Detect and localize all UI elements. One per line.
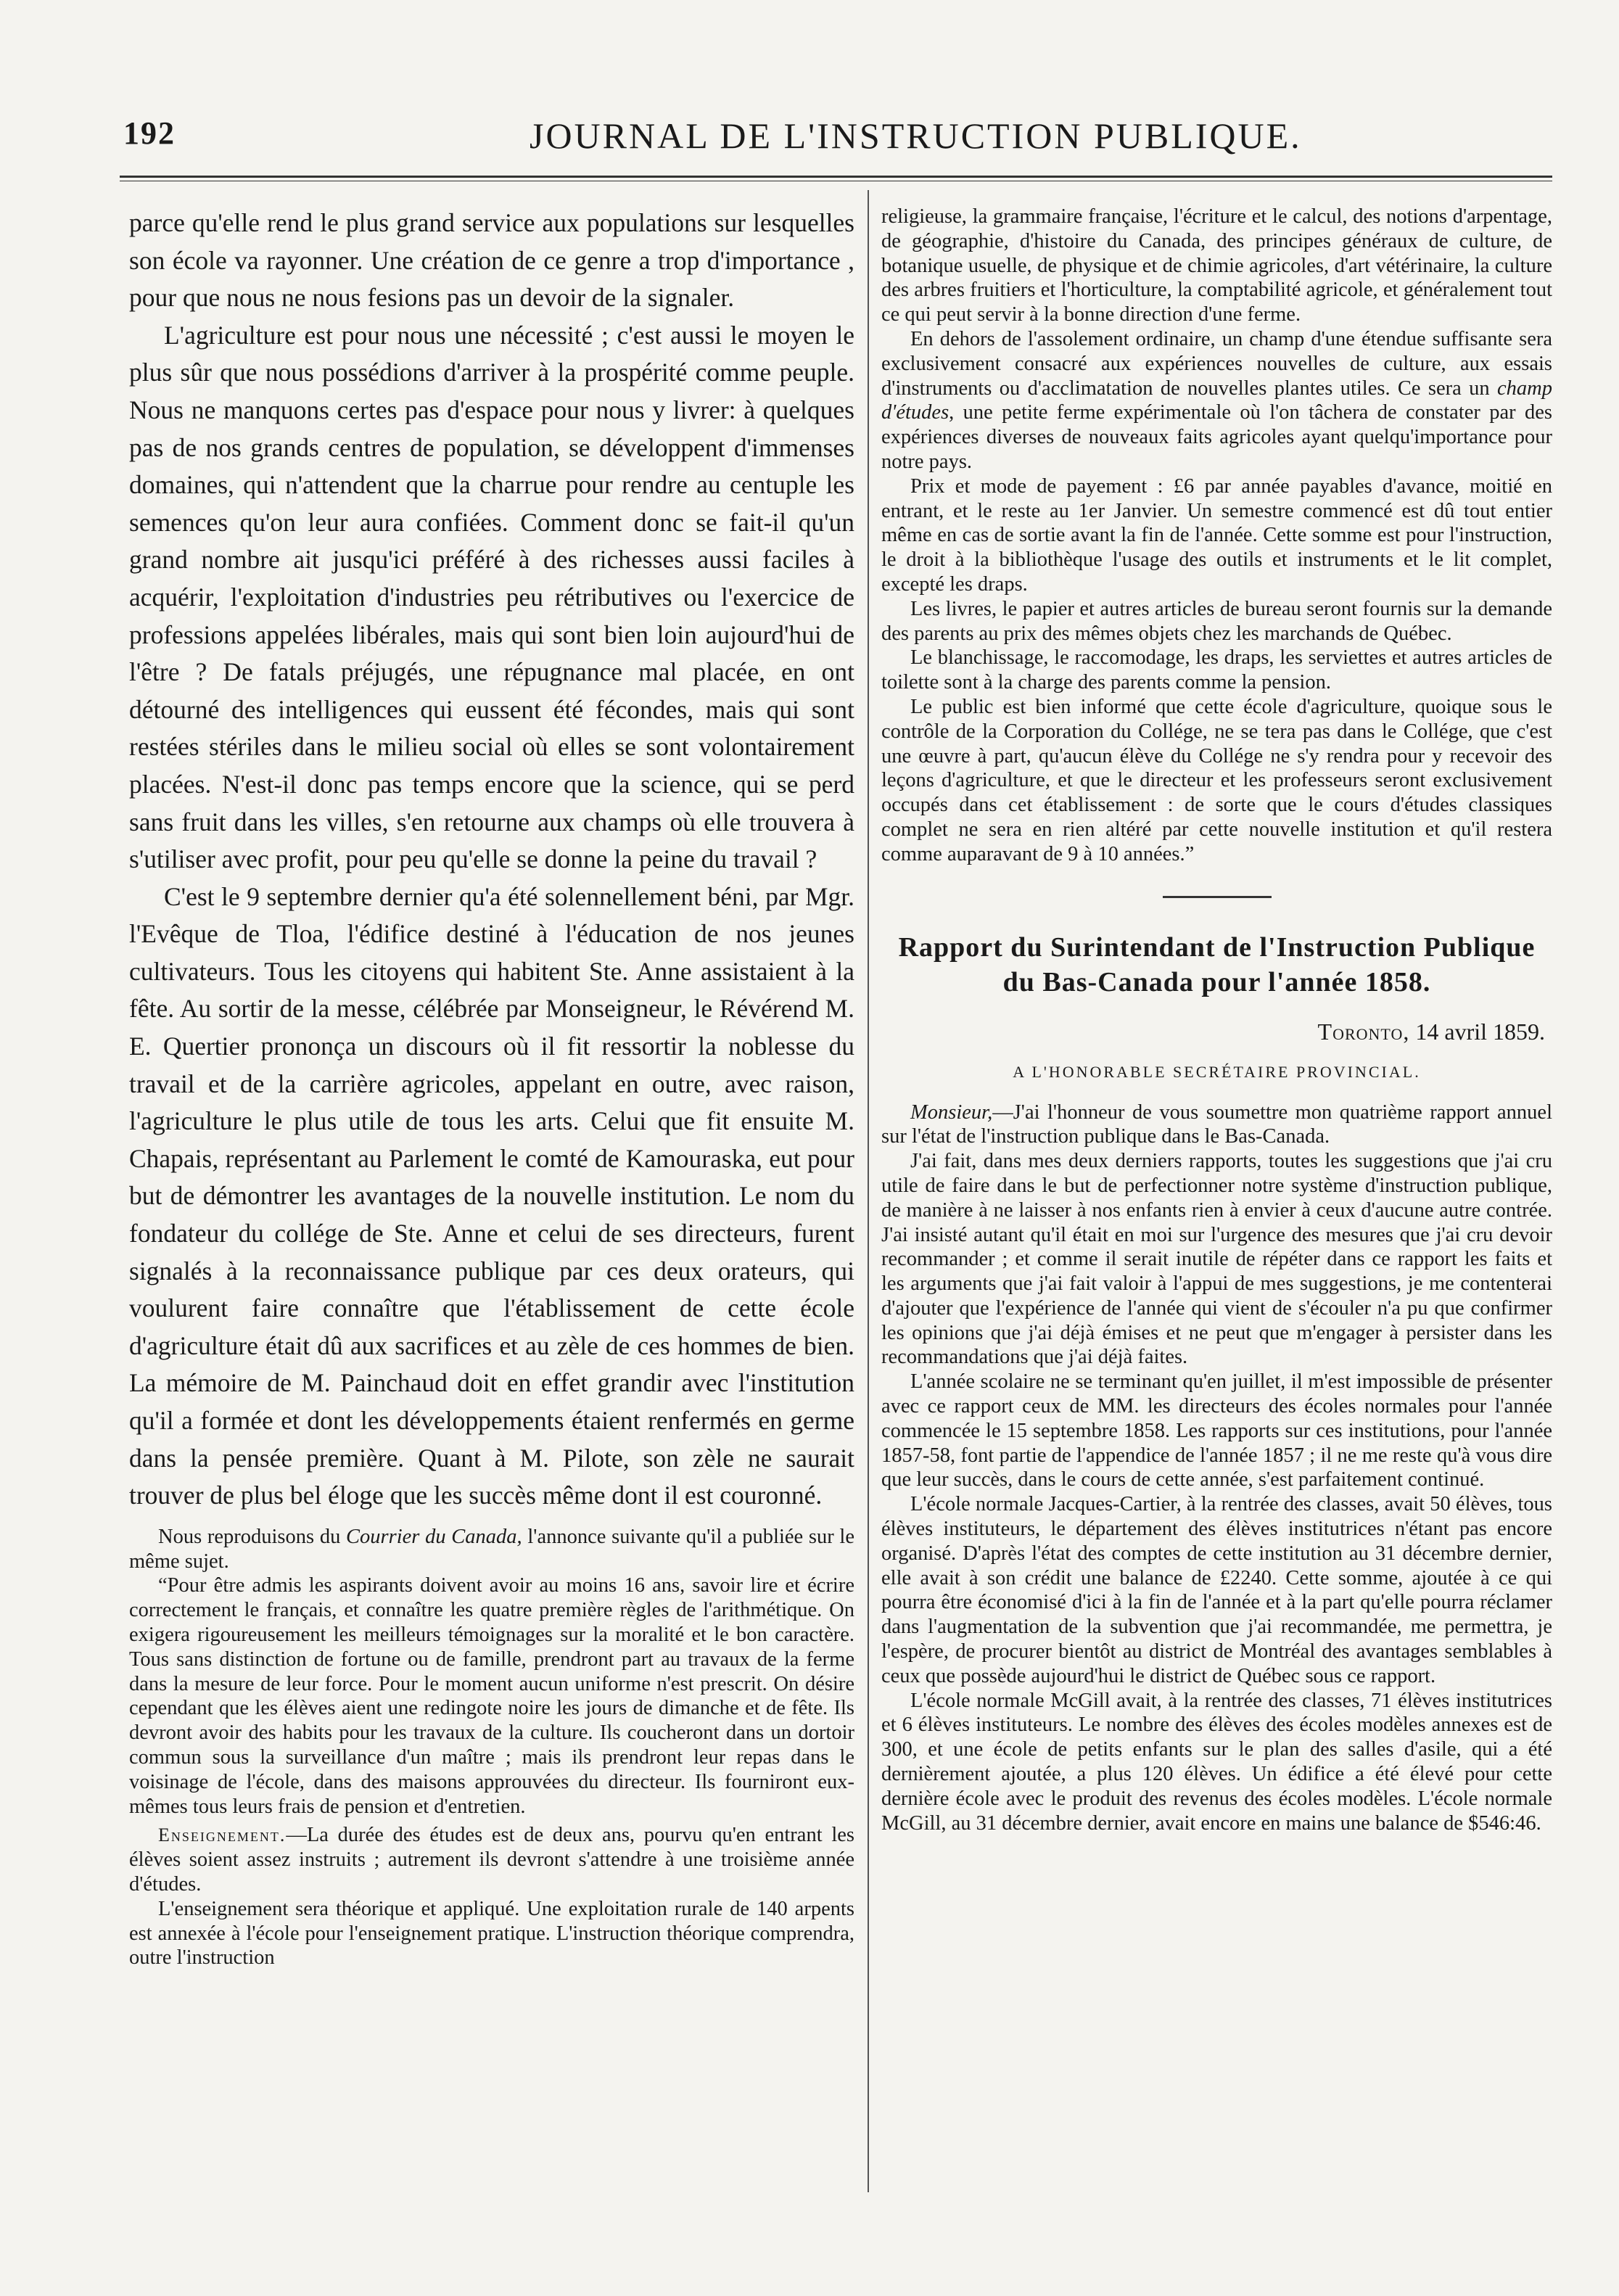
paragraph: Le blanchissage, le raccomodage, les draps, les serviettes et autres articles de toilette sont à la charge des parents comme la pension.: [881, 646, 1552, 694]
paragraph: [881, 1100, 1552, 1150]
paragraph: L'enseignement sera théorique et appliqué. Une exploitation rurale de 140 arpents est annexée à l'école pour l'enseignement pratique. L'instruction théorique comprendra, outre l'instruction: [129, 1897, 854, 1970]
salutation: Monsieur,: [910, 1100, 993, 1124]
running-title: JOURNAL DE L'INSTRUCTION PUBLIQUE.: [530, 115, 1302, 156]
report-title: Rapport du Surintendant de l'Instruction Publique du Bas-Canada pour l'année 1858.: [898, 931, 1536, 997]
paragraph: L'école normale McGill avait, à la rentrée des classes, 71 élèves institutrices et 6 élèves instituteurs. Le nombre des élèves des écoles modèles annexes est de 300, et une école de petits enfants sur le plan des salles d'asile, qui a été dernièrement ajoutée, a plus 120 élèves. Un édifice a été élevé pour cette dernière école avec le produit des revenus des écoles modèles. L'école normale McGill, au 31 décembre dernier, avait encore en mains une balance de $546:46.: [881, 1689, 1552, 1835]
paragraph: C'est le 9 septembre dernier qu'a été solennellement béni, par Mgr. l'Evêque de Tloa, l'édifice destiné à l'éducation de nos jeunes cultivateurs. Tous les citoyens qui habitent Ste. Anne assistaient à la fête. Au sortir de la messe, célébrée par Monseigneur, le Révérend M. E. Quertier prononça un discours où il fit ressortir la noblesse du travail et de la carrière agricoles, appelant en outre, avec raison, l'agriculture le plus utile de tous les arts. Celui que fit ensuite M. Chapais, représentant au Parlement le comté de Kamouraska, eut pour but de démontrer les avantages de la nouvelle institution. Le nom du fondateur du collége de Ste. Anne et celui de ses directeurs, furent signalés à la reconnaissance publique par ces deux orateurs, qui voulurent faire connaître que l'établissement de cette école d'agriculture était dû aux sacrifices et au zèle de ces hommes de bien. La mémoire de M. Painchaud doit en effet grandir avec l'institution qu'il a formée et dont les développements étaient renfermés en germe dans la pensée première. Quant à M. Pilote, son zèle ne saurait trouver de plus bel éloge que les succès même dont il est couronné.: [129, 881, 854, 1510]
section-divider: [1163, 896, 1272, 898]
emphasis: champ d'études: [881, 377, 1552, 424]
page-header: [123, 109, 1545, 167]
text-run: , une petite ferme expérimentale où l'on tâchera de constater par des expériences diverses de nouveaux faits agricoles ayant quelqu'importance pour notre pays.: [881, 401, 1552, 473]
text-run: l'annonce suivante qu'il a publiée sur le même sujet.: [129, 1525, 855, 1573]
paragraph: L'année scolaire ne se terminant qu'en juillet, il m'est impossible de présenter avec ce rapport ceux de MM. les directeurs des écoles normales pour l'année commencée le 15 septembre 1858. Les rapports sur ces institutions, pour l'année 1857-58, font partie de l'appendice de l'année 1857 ; il ne me reste qu'à vous dire que leur succès, dans le cours de cette année, s'est parfaitement continué.: [881, 1370, 1552, 1491]
paragraph: parce qu'elle rend le plus grand service aux populations sur lesquelles son école va rayonner. Une création de ce genre a trop d'importance , pour que nous ne nous fesions pas un devoir de la signaler.: [129, 208, 854, 313]
column-divider: [868, 190, 869, 2192]
left-column: [129, 205, 854, 1970]
text-run: —J'ai l'honneur de vous soumettre mon quatrième rapport annuel sur l'état de l'instruction publique dans le Bas-Canada.: [881, 1100, 1552, 1148]
paragraph: L'agriculture est pour nous une nécessité ; c'est aussi le moyen le plus sûr que nous possédions d'arriver à la prospérité comme peuple. Nous ne manquons certes pas d'espace pour nous y livrer: à quelques pas de nos grands centres de population, se développent d'immenses domaines, qui n'attendent que la charrue pour rendre au centuple les semences qu'on leur aura confiées. Comment donc se fait-il qu'un grand nombre ait jusqu'ici préféré à des richesses aussi faciles à acquérir, l'exploitation d'industries peu rétributives ou l'exercice de professions appelées libérales, mais qui sont bien loin aujourd'hui de l'être ? De fatals préjugés, une répugnance mal placée, en ont détourné des intelligences qui eussent été fécondes, mais qui sont restées stériles dans le milieu social où elles se sont volontairement placées. N'est-il donc pas temps encore que la science, qui se perd sans fruit dans les villes, s'en retourne aux champs où elle trouvera à s'utiliser avec profit, pour peu qu'elle se donne la peine du travail ?: [129, 320, 854, 874]
dateline-date: 14 avril 1859.: [1409, 1018, 1545, 1045]
page-number: 192: [123, 115, 176, 151]
paragraph: [881, 327, 1552, 474]
header-rule: [120, 176, 1552, 181]
text-run: Nous reproduisons du: [158, 1525, 347, 1548]
paragraph: Prix et mode de payement : £6 par année payables d'avance, moitié en entrant, et le reste au 1er Janvier. Un semestre commencé est dû tout entier même en cas de sortie avant la fin de l'année. Cette somme est pour l'instruction, le droit à la bibliothèque l'usage des outils et instruments et le lit complet, excepté les draps.: [881, 474, 1552, 596]
text-run: —La durée des études est de deux ans, pourvu qu'en entrant les élèves soient assez instruits ; autrement ils devront s'attendre à une troisième année d'études.: [129, 1824, 854, 1896]
dateline-place: Toronto,: [1317, 1018, 1410, 1045]
paragraph: J'ai fait, dans mes deux derniers rapports, toutes les suggestions que j'ai cru utile de faire dans le but de perfectionner notre système d'instruction publique, de manière à ne laisser à nos enfants rien à envier à ceux d'aucune autre contrée. J'ai insisté autant qu'il était en moi sur l'urgence des mesures que j'ai cru devoir recommander ; et comme il serait inutile de répéter dans ce rapport les faits et les arguments que j'ai fait valoir à l'appui de mes suggestions, je me contenterai d'ajouter que l'expérience de l'année qui vient de s'écouler n'a pu que confirmer les opinions que j'ai déjà émises et ne peut que m'engager à persister dans les recommandations que j'ai déjà faites.: [881, 1150, 1552, 1369]
paragraph: [129, 1823, 854, 1896]
paragraph: religieuse, la grammaire française, l'écriture et le calcul, des notions d'arpentage, de géographie, d'histoire du Canada, des principes généraux de culture, de botanique usuelle, de physique et de chimie agricoles, d'art vétérinaire, la culture des arbres fruitiers et l'horticulture, la comptabilité agricole, et généralement tout ce qui peut servir à la bonne direction d'une ferme.: [881, 205, 1552, 326]
paragraph: Les livres, le papier et autres articles de bureau seront fournis sur la demande des parents au prix des mêmes objets chez les marchands de Québec.: [881, 597, 1552, 645]
section-label: Enseignement.: [158, 1824, 287, 1846]
dateline: [881, 1019, 1545, 1045]
quoted-paragraph: “Pour être admis les aspirants doivent avoir au moins 16 ans, savoir lire et écrire correctement le français, et connaître les quatre première règles de l'arithmétique. On exigera rigoureusement les meilleurs témoignages sur la moralité et le bon caractère. Tous sans distinction de fortune ou de famille, prendront part au travaux de la ferme dans la mesure de leur force. Pour le moment aucun uniforme n'est prescrit. On désire cependant que les élèves aient une redingote noire les jours de dimanche et de fête. Ils devront avoir des habits pour les travaux de la culture. Ils coucheront dans un dortoir commun sous la surveillance d'un maître ; mais ils prendront leur repas dans le voisinage de l'école, dans des maisons approuvées du directeur. Ils fourniront eux-mêmes tous leurs frais de pension et d'entretien.: [129, 1574, 854, 1818]
text-run: En dehors de l'assolement ordinaire, un champ d'une étendue suffisante sera exclusivement consacré aux expériences nouvelles de culture, aux essais d'instruments ou d'acclimatation de nouvelles plantes utiles. Ce sera un: [881, 327, 1552, 400]
address-line: A L'HONORABLE SECRÉTAIRE PROVINCIAL.: [1013, 1062, 1421, 1081]
paragraph: Le public est bien informé que cette école d'agriculture, quoique sous le contrôle de la Corporation du Collége, ne se tera pas dans le Collége, que c'est une œuvre à part, qu'aucun élève du Collége ne s'y rendra pour y recevoir des leçons d'agriculture, et que le directeur et les professeurs seront exclusivement occupés dans cet établissement : de sorte que le cours d'études classiques complet ne sera en rien altéré par cette nouvelle institution et qu'il restera comme auparavant de 9 à 10 années.”: [881, 695, 1552, 865]
paragraph: [129, 1525, 854, 1574]
source-name: Courrier du Canada,: [346, 1525, 522, 1548]
right-column: [881, 205, 1552, 1835]
paragraph: L'école normale Jacques-Cartier, à la rentrée des classes, avait 50 élèves, tous élèves instituteurs, le département des élèves institutrices n'étant pas encore organisé. D'après l'état des comptes de cette institution au 31 décembre dernier, elle avait à son crédit une balance de £2240. Cette somme, ajoutée à ce qui pourra être économisé d'ici à la fin de l'année et à la part qu'elle pourra réclamer dans l'augmentation de la subvention que j'ai recommandée, me permettra, je l'espère, de procurer bientôt au district de Montréal des avantages semblables à ceux que possède aujourd'hui le district de Québec sous ce rapport.: [881, 1493, 1552, 1687]
